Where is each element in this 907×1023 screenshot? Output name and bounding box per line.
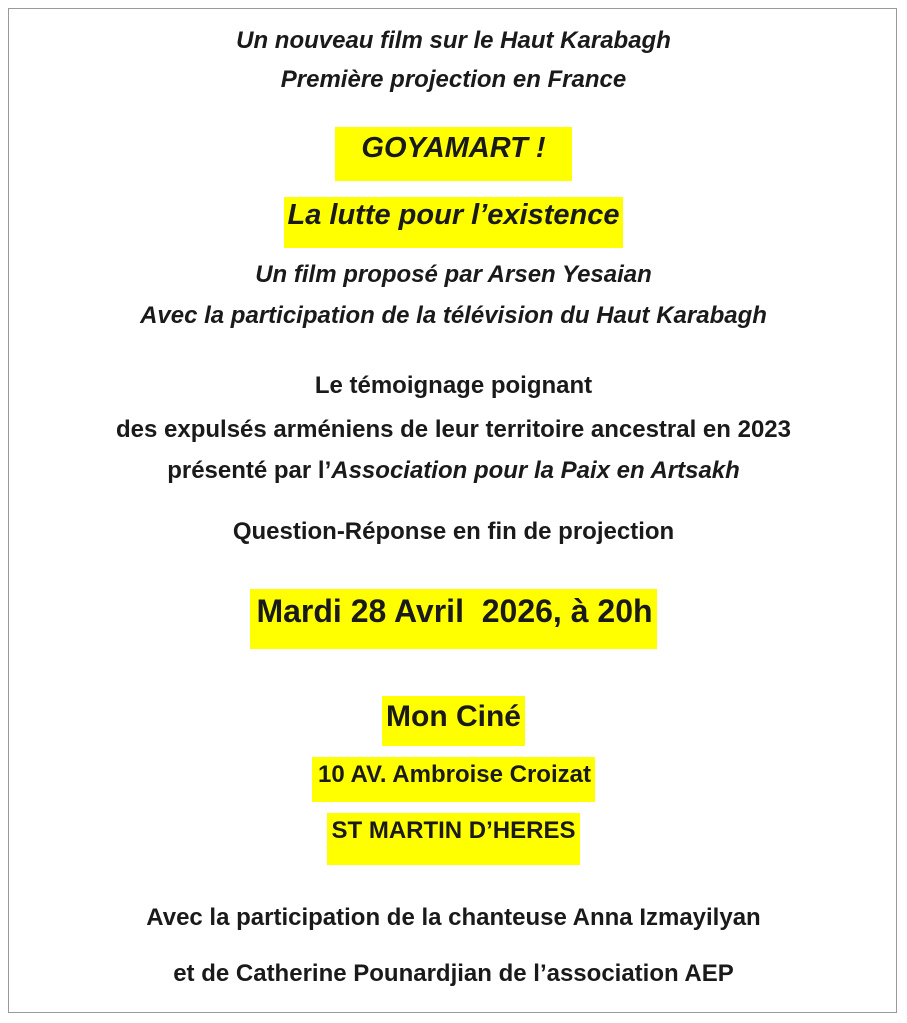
venue-name: Mon Ciné [382, 696, 525, 746]
qa-line: Question-Réponse en fin de projection [232, 518, 675, 545]
testimony-line-1: Le témoignage poignant [314, 372, 593, 399]
intro-line-1: Un nouveau film sur le Haut Karabagh [236, 27, 671, 54]
venue-name-block [0, 696, 907, 746]
intro-line-2: Première projection en France [280, 66, 627, 93]
footer-line-1: Avec la participation de la chanteuse Anna Izmayilyan [146, 904, 761, 931]
screening-date-block [0, 589, 907, 649]
venue-city-block [0, 813, 907, 865]
footer-line-2: et de Catherine Pounardjian de l’association AEP [173, 960, 734, 987]
venue-city: ST MARTIN D’HERES [327, 813, 579, 865]
film-title-block [0, 127, 907, 181]
testimony-line-2: des expulsés arméniens de leur territoire ancestral en 2023 [116, 416, 791, 443]
venue-address-block [0, 757, 907, 802]
screening-date: Mardi 28 Avril 2026, à 20h [250, 589, 656, 649]
film-subtitle-block [0, 197, 907, 248]
testimony-prefix: présenté par l’ [167, 457, 332, 484]
film-title: GOYAMART ! [335, 127, 571, 181]
credit-line-2: Avec la participation de la télévision du Haut Karabagh [140, 302, 767, 329]
testimony-line-3 [0, 459, 907, 483]
association-name: Association pour la Paix en Artsakh [331, 457, 740, 484]
credit-line-1: Un film proposé par Arsen Yesaian [255, 261, 652, 288]
film-subtitle: La lutte pour l’existence [284, 197, 624, 248]
venue-address: 10 AV. Ambroise Croizat [312, 757, 595, 802]
